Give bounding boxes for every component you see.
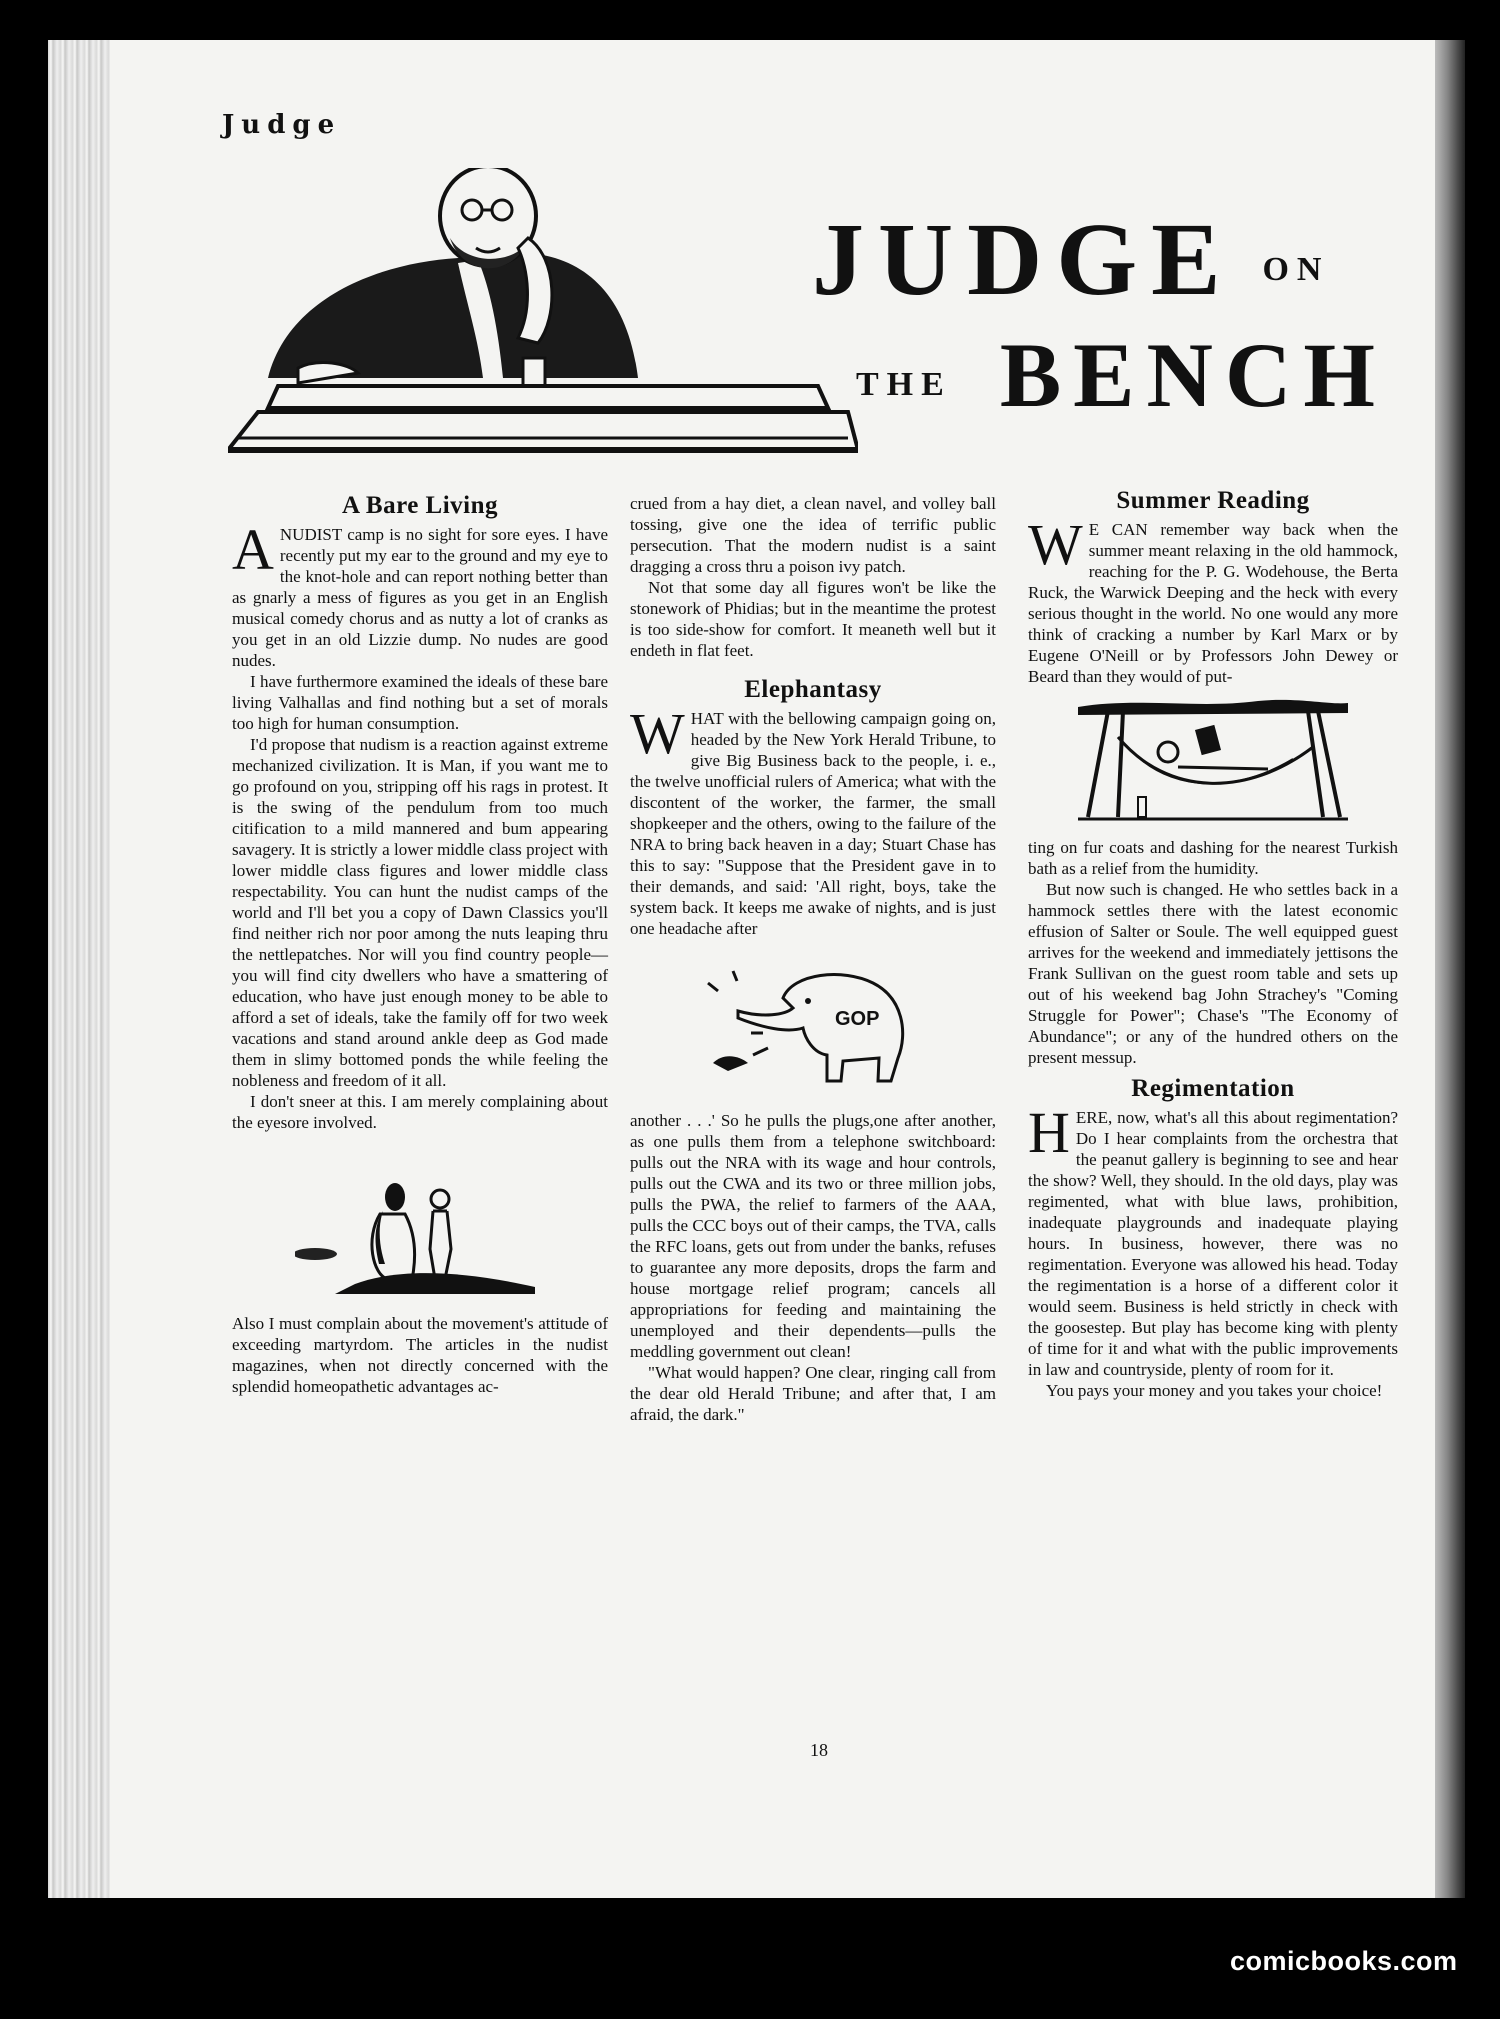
bare-living-p7: Not that some day all figures won't be like the stonework of Phidias; but in the meantime the protest is too side-show for comfort. It meaneth well but it endeth in flat feet. (630, 578, 996, 660)
hammock-illustration (1078, 697, 1348, 827)
page-stack-edge (48, 40, 110, 1898)
summer-reading-p3: But now such is changed. He who settles back in a hammock settles there with the latest economic effusion of Salter or Soule. The well equipped guest arrives for the weekend and immediately jettisons the Frank Sullivan on the guest room table and sets up out of his weekend bag John Strachey's "Coming Struggle for Power"; Chase's "The Economy of Abundance"; or any of the hundred others on the present messup. (1028, 880, 1398, 1067)
bare-living-p2: I have furthermore examined the ideals of these bare living Valhallas and find nothing but a set of morals too high for human consumption. (232, 672, 608, 733)
page-number: 18 (810, 1740, 828, 1760)
headline-line-1 (812, 200, 1329, 319)
bare-living-p3: I'd propose that nudism is a reaction against extreme mechanized civilization. It is Man, if you want me to go profound on you, stripping off his rags in protest. It is the swing of the pendulum from too much citification to a mild mannered and bum appearing savagery. It is strictly a lower middle class project with lower middle class figures and lower middle class respectability. You can hunt the nudist camps of the world and I'll bet you a copy of Dawn Classics you'll find neither rich nor poor among the nuts leaping thru the nettlepatches. Nor will you find country people—you will find city dwellers who have a smattering of education, who have just enough money to be able to afford a set of ideals, take the family off for two week vacations and stand around ankle deep as God made them in slimy bottomed ponds the while feeling the nobleness and freedom of it all. (232, 735, 608, 1090)
column-3 (1028, 487, 1398, 1401)
nudists-illustration (295, 1169, 545, 1299)
headline-bench: BENCH (999, 324, 1387, 426)
summer-reading-p1: W E CAN remember way back when the summer meant relaxing in the old hammock, reaching for the P. G. Wodehouse, the Berta Ruck, the Warwick Deeping and the heck with every serious thought in the world. No one would any more think of cracking a number by Karl Marx or by Eugene O'Neill or by Professors John Dewey or Beard than they would of put- (1028, 512, 1398, 686)
headline-judge: JUDGE (812, 202, 1235, 317)
elephantasy-p3: "What would happen? One clear, ringing call from the dear old Herald Tribune; and after that, I am afraid, the dark." (630, 1363, 996, 1424)
summer-reading-p2: ting on fur coats and dashing for the nearest Turkish bath as a relief from the humidity. (1028, 838, 1398, 878)
gop-elephant-illustration (693, 963, 933, 1088)
drop-cap-w: W (630, 701, 685, 766)
bare-living-p6: crued from a hay diet, a clean navel, and volley ball tossing, give one the idea of terrific public persecution. That the modern nudist is a saint dragging a cross thru a poison ivy patch. (630, 494, 996, 576)
binding-edge (1435, 40, 1465, 1898)
headline-on: ON (1262, 251, 1330, 289)
heading-regimentation: Regimentation (1131, 1075, 1295, 1102)
bare-living-p4: I don't sneer at this. I am merely complaining about the eyesore involved. (232, 1092, 608, 1132)
gop-label: GOP (835, 1008, 880, 1030)
drop-cap-a: A (232, 517, 274, 582)
bare-living-p5: Also I must complain about the movement's attitude of exceeding martyrdom. The articles in the nudist magazines, when not directly concerned with the splendid homeopathetic advantages ac- (232, 1314, 608, 1396)
judge-illustration (228, 168, 858, 458)
regimentation-p1: HERE, now, what's all this about regimentation? Do I hear complaints from the orchestra that the peanut gallery is beginning to see and hear the show? Well, they should. In the old days, play was regimented, what with blue laws, prohibition, inadequate playgrounds and inadequate playing hours. In business, however, there was no regimentation. Everyone was allowed his head. Today the regimentation is a horse of a different color it would seem. Business is held strictly in check with the goosestep. But play has become king with plenty of time for it and what with the public improvements in law and countryside, plenty of room for it. (1028, 1100, 1398, 1379)
heading-bare-living: A Bare Living (341, 492, 499, 519)
column-1 (232, 492, 608, 1397)
headline-line-2 (856, 322, 1387, 428)
column-2 (630, 493, 996, 1425)
heading-summer-reading: Summer Reading (1116, 487, 1310, 514)
headline-the: THE (856, 365, 952, 403)
magazine-name: Judge (222, 110, 342, 140)
elephantasy-p1: WHAT with the bellowing campaign going on, headed by the New York Herald Tribune, to give Big Business back to the people, i. e., the twelve unofficial rulers of America; what with the discontent of the worker, the farmer, the small shopkeeper and the others, owing to the failure of the NRA to bring back heaven in a day; Stuart Chase has this to say: "Suppose that the President gave in to their demands, and said: 'All right, boys, take the system back. It keeps me awake of nights, and is just one headache after (630, 701, 996, 938)
watermark: comicbooks.com (1230, 1946, 1458, 1976)
heading-elephantasy: Elephantasy (744, 676, 882, 703)
regimentation-p2: You pays your money and you takes your choice! (1046, 1381, 1383, 1400)
elephantasy-p2: another . . .' So he pulls the plugs,one after another, as one pulls them from a telephone switchboard: pulls out the NRA with its wage and hour controls, pulls out the CWA and its two or three million jobs, pulls the PWA, the relief to farmers of the AAA, pulls the CCC boys out of their camps, the TVA, calls the RFC loans, gets out from under the banks, refuses to guarantee any more deposits, drops the farm and house mortgage relief program; cancels all appropriations for feeding and maintaining the unemployed and their dependents—pulls the meddling government out clean! (630, 1111, 996, 1361)
drop-cap-w2: W (1028, 512, 1083, 577)
drop-cap-h: H (1028, 1100, 1070, 1165)
bare-living-p1: ANUDIST camp is no sight for sore eyes. I have recently put my ear to the ground and my eye to the knot-hole and can report nothing better than as gnarly a mess of figures as you get in an English musical comedy chorus and as nutty a lot of cranks as you get in an old Lizzie dump. No nudes are good nudes. (232, 517, 608, 670)
